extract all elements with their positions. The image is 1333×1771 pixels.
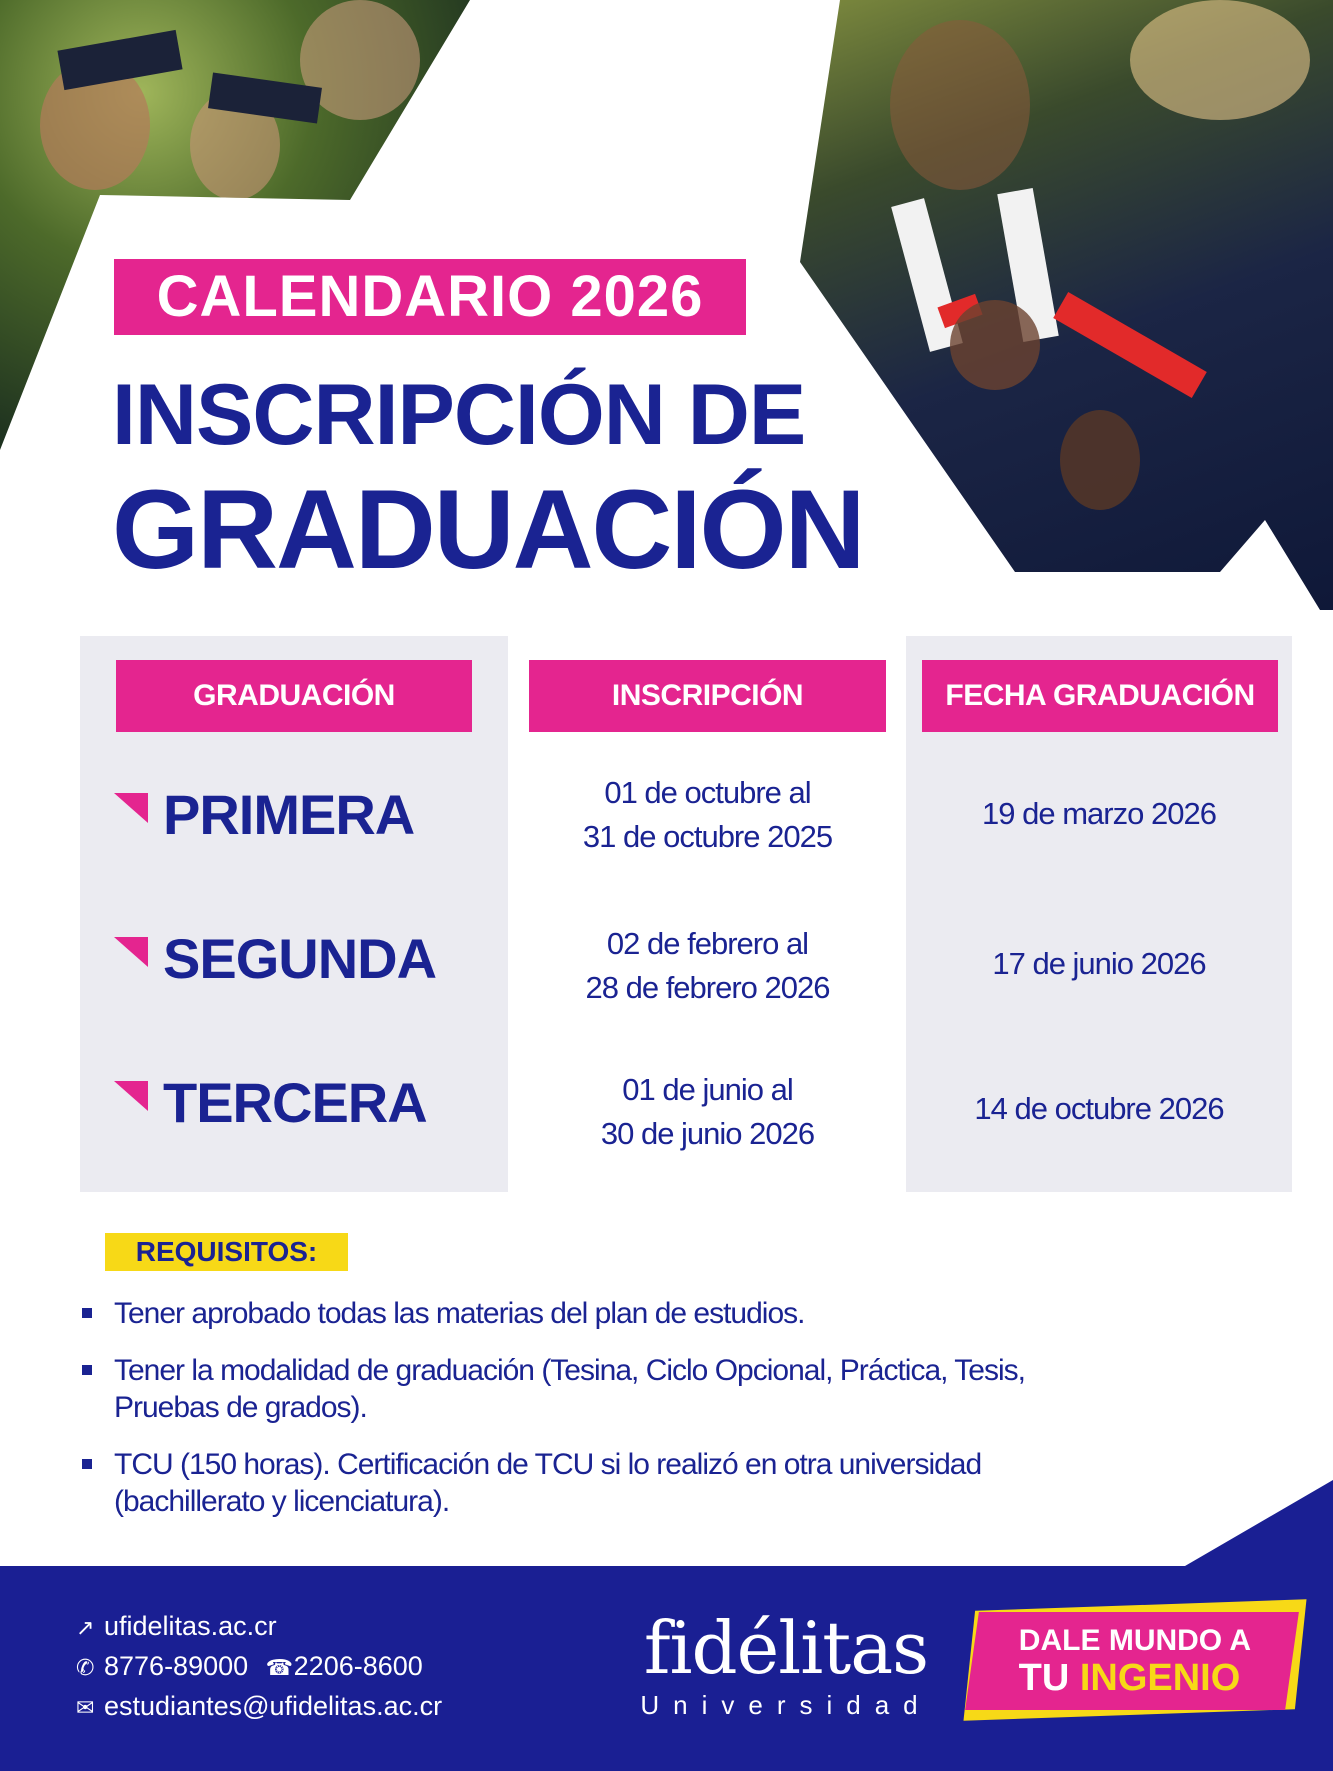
header-graduacion: GRADUACIÓN bbox=[116, 660, 472, 732]
fecha-primera: 19 de marzo 2026 bbox=[982, 796, 1216, 831]
list-item: Tener la modalidad de graduación (Tesina, Ciclo Opcional, Práctica, Tesis, Pruebas de grados). bbox=[80, 1352, 1180, 1426]
inscripcion-primera: 01 de octubre al 31 de octubre 2025 bbox=[582, 775, 833, 854]
page-title-line1: INSCRIPCIÓN DE bbox=[112, 367, 806, 463]
requisitos-list bbox=[80, 1295, 1180, 1540]
header-fecha-graduacion: FECHA GRADUACIÓN bbox=[922, 660, 1278, 732]
slogan-mundo: MUNDO A bbox=[1108, 1624, 1251, 1657]
fidelitas-logo bbox=[636, 1606, 936, 1721]
website-row[interactable] bbox=[76, 1607, 442, 1647]
link-icon: ↗ bbox=[76, 1615, 95, 1640]
bullet-icon bbox=[82, 1459, 92, 1469]
slogan-dale: DALE bbox=[1018, 1624, 1101, 1657]
logo-subtitle: Universidad bbox=[640, 1690, 932, 1720]
logo-wordmark: fidélitas bbox=[643, 1606, 929, 1690]
requisitos-title: REQUISITOS: bbox=[105, 1233, 348, 1271]
contact-info bbox=[76, 1607, 442, 1727]
fecha-segunda: 17 de junio 2026 bbox=[992, 946, 1206, 981]
list-item: Tener aprobado todas las materias del plan de estudios. bbox=[80, 1295, 1180, 1332]
whatsapp-number[interactable]: 8776-89000 bbox=[104, 1651, 249, 1681]
bullet-icon bbox=[82, 1365, 92, 1375]
inscripcion-tercera: 01 de junio al 30 de junio 2026 bbox=[600, 1072, 815, 1151]
graduates-photo-right bbox=[800, 0, 1333, 610]
header-inscripcion: INSCRIPCIÓN bbox=[529, 660, 886, 732]
website-link[interactable]: ufidelitas.ac.cr bbox=[104, 1611, 277, 1641]
inscripcion-segunda: 02 de febrero al 28 de febrero 2026 bbox=[585, 926, 830, 1005]
page-title-line2: GRADUACIÓN bbox=[112, 467, 864, 592]
fecha-tercera: 14 de octubre 2026 bbox=[974, 1091, 1224, 1126]
row-name-tercera: TERCERA bbox=[163, 1071, 427, 1134]
list-item: TCU (150 horas). Certificación de TCU si lo realizó en otra universidad (bachillerato y licenciatura). bbox=[80, 1446, 1180, 1520]
calendar-tag: CALENDARIO 2026 bbox=[114, 259, 746, 335]
bullet-icon bbox=[82, 1308, 92, 1318]
row-name-primera: PRIMERA bbox=[163, 783, 415, 846]
phone-number[interactable]: 2206-8600 bbox=[293, 1651, 423, 1681]
whatsapp-icon: ✆ bbox=[76, 1655, 95, 1680]
phones-row bbox=[76, 1647, 442, 1687]
row-name-segunda: SEGUNDA bbox=[163, 927, 437, 990]
email-link[interactable]: estudiantes@ufidelitas.ac.cr bbox=[104, 1691, 443, 1721]
phone-icon: ☎ bbox=[265, 1655, 294, 1680]
email-row[interactable] bbox=[76, 1687, 442, 1727]
email-icon: ✉ bbox=[76, 1695, 95, 1720]
slogan-tu: TU bbox=[1018, 1657, 1070, 1699]
slogan-ingenio: INGENIO bbox=[1079, 1657, 1241, 1699]
slogan-badge bbox=[965, 1612, 1299, 1710]
